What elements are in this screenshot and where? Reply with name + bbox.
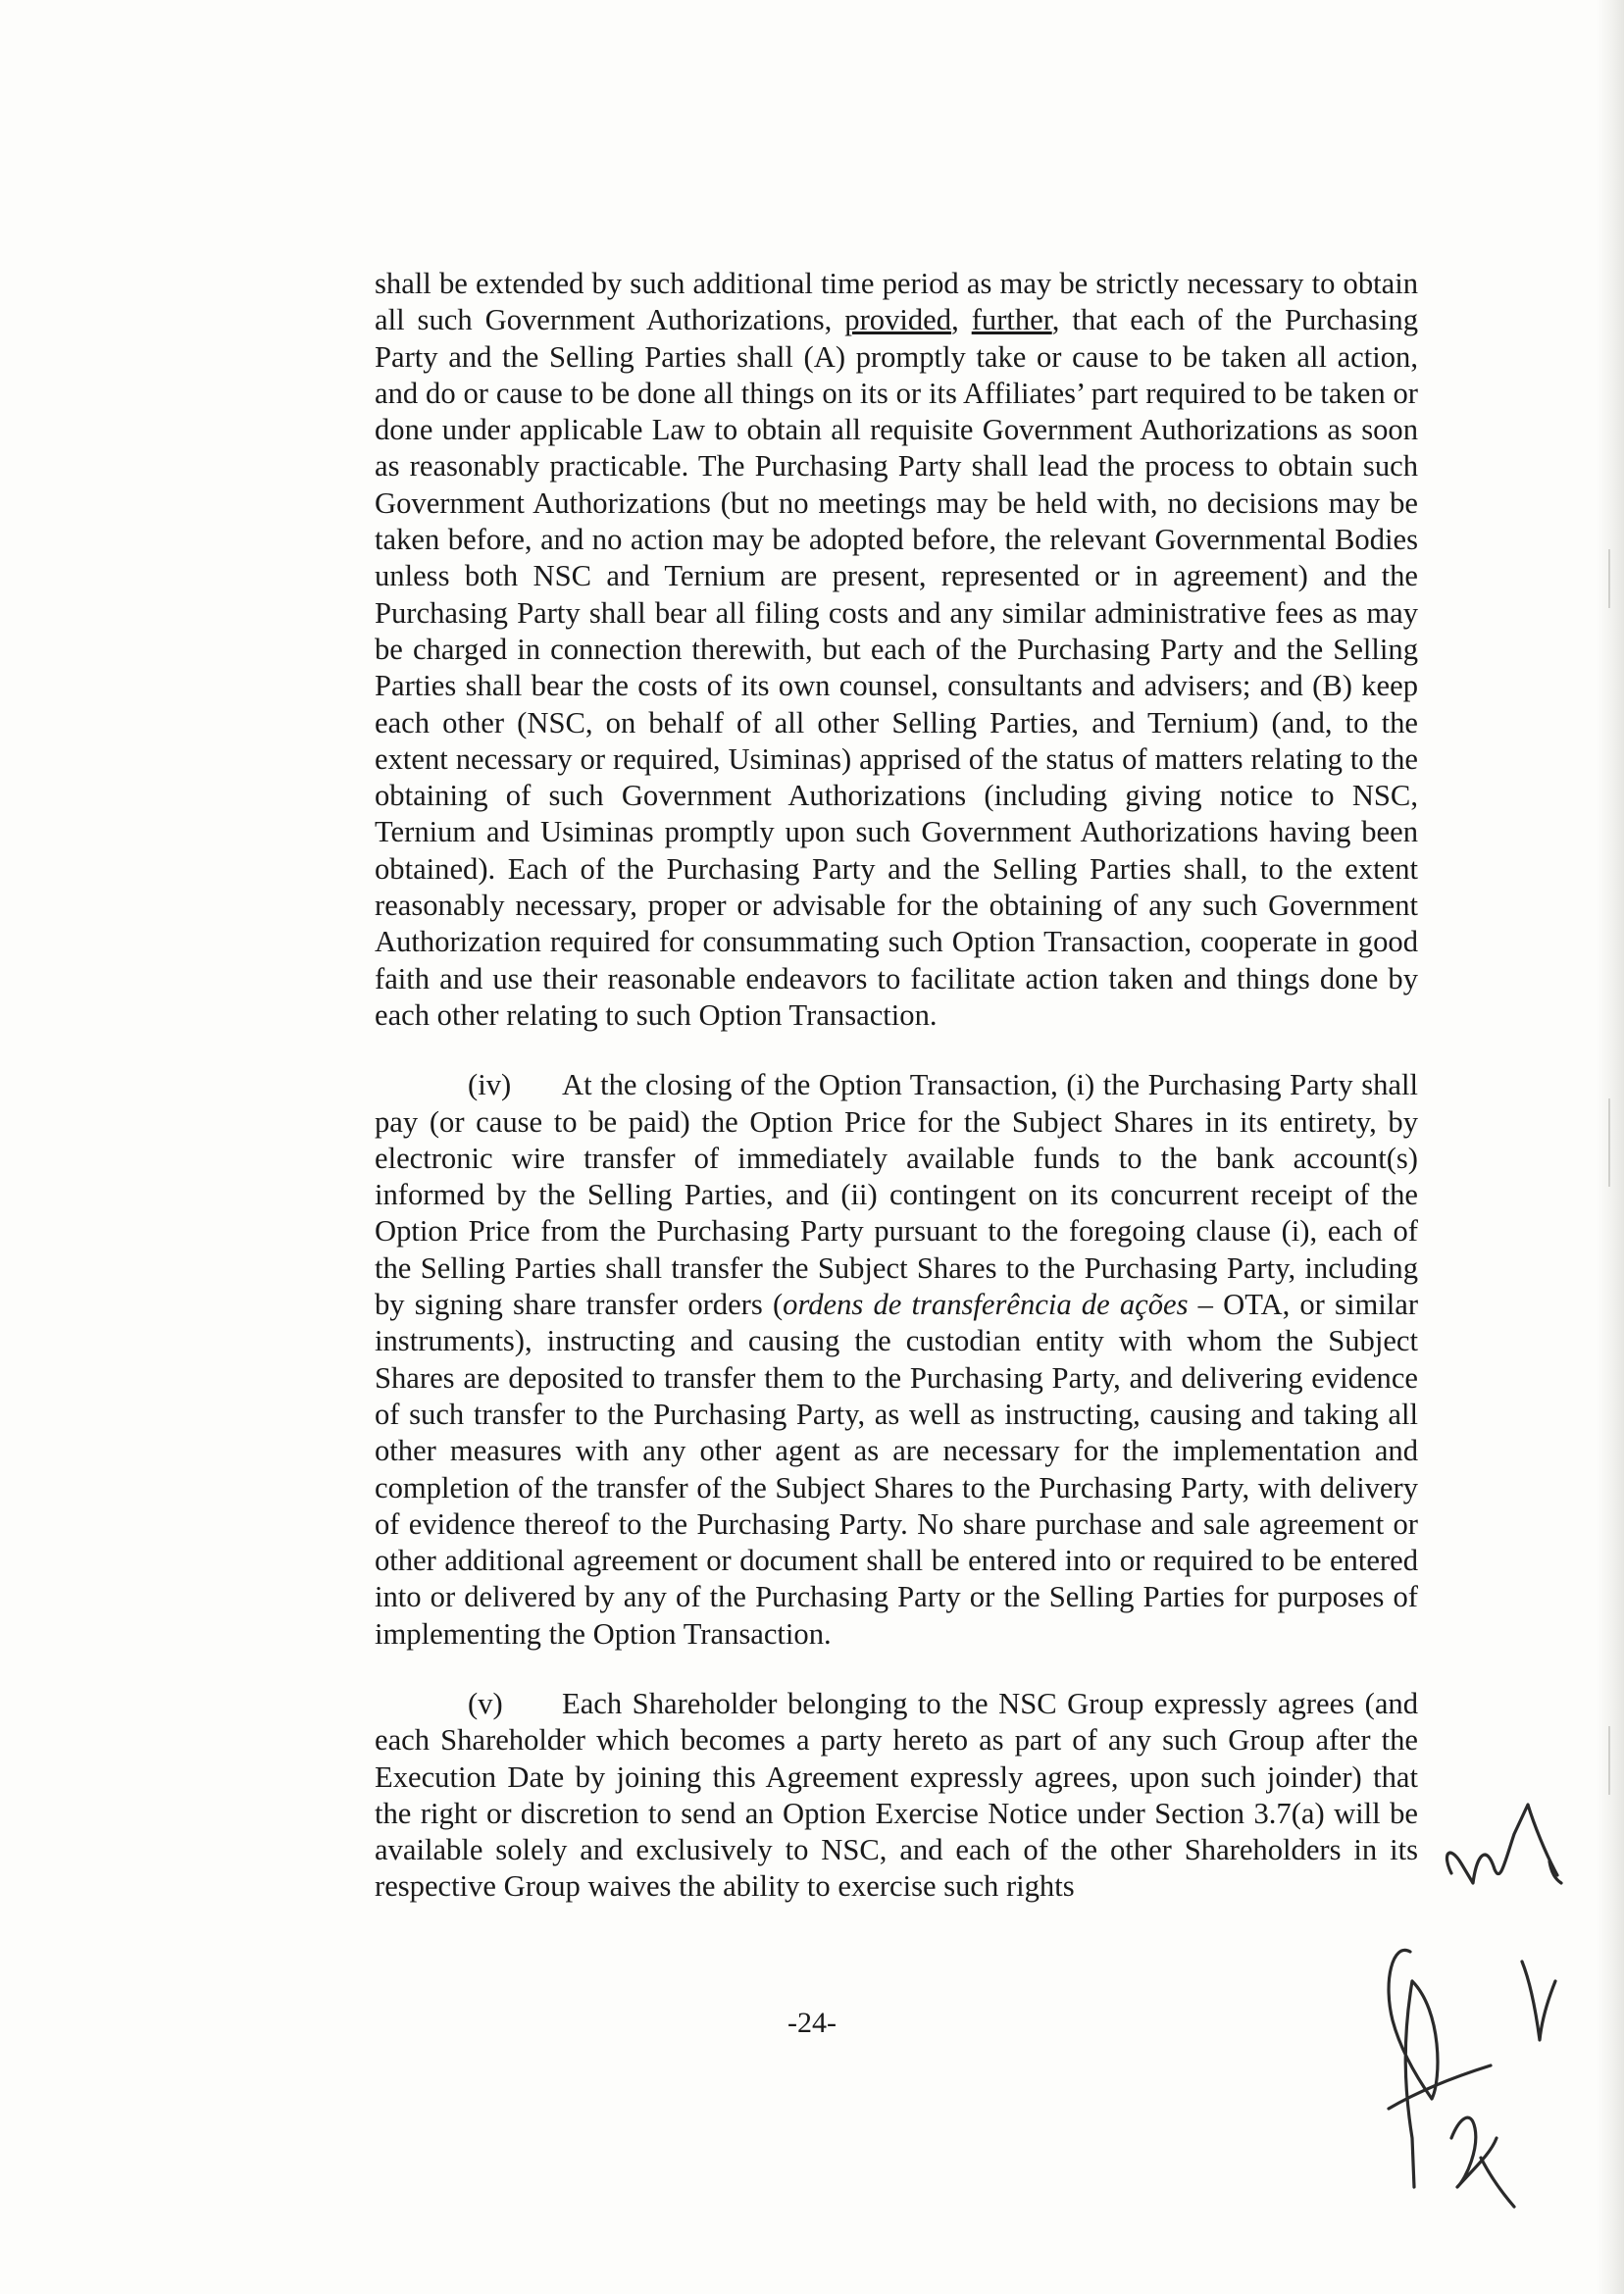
para2-text-a: At the closing of the Option Transaction, (i) the Purchasing Party shall pay (or cause to be paid) the Option Price for the Subject Shares in its entirety, by electronic wire transfer of immediately available funds to the bank account(s) informed by the Selling Parties, and (ii) contingent on its concurrent receipt of the Option Price from the Purchasing Party pursuant to the foregoing clause (i), each of the Selling Parties shall transfer the Subject Shares to the Purchasing Party, including by signing share transfer orders (: [375, 1068, 1418, 1322]
signature-stroke-3: [1451, 2117, 1497, 2187]
paragraph-continuation: [375, 266, 1418, 1034]
para2-italic-term: ordens de transferência de ações: [783, 1288, 1189, 1322]
handwritten-initials: [1294, 1785, 1589, 2217]
scan-mark: [1608, 549, 1610, 608]
clause-number-iv: (iv): [468, 1068, 512, 1102]
paragraph-iv: [375, 1067, 1418, 1653]
further-term: further: [971, 303, 1052, 337]
signature-stroke-4: [1481, 2158, 1514, 2207]
clause-number-v: (v): [468, 1686, 503, 1720]
para1-comma: ,: [951, 303, 972, 337]
page-number: -24-: [787, 2007, 837, 2039]
scan-mark: [1608, 1726, 1610, 1795]
initials-stroke-1: [1446, 1805, 1557, 1883]
para2-text-b: – OTA, or similar instruments), instructing and causing the custodian entity with whom the Subject Shares are deposited to transfer them to the Purchasing Party, and delivering evidence of such transfer to the Purchasing Party, as well as instructing, causing and taking all other measures with any other agent as are necessary for the implementation and completion of the transfer of the Subject Shares to the Purchasing Party, with delivery of evidence thereof to the Purchasing Party. No share purchase and sale agreement or other additional agreement or document shall be entered into or required to be entered into or delivered by any of the Purchasing Party or the Selling Parties for purposes of implementing the Option Transaction.: [375, 1288, 1419, 1651]
body-text: [375, 266, 1418, 1939]
signature-stroke-2: [1389, 2065, 1491, 2109]
para1-text-a: shall be extended by such additional time period as may be strictly necessary to obtain all such Government Authorizations,: [375, 267, 1418, 337]
para1-text-b: , that each of the Purchasing Party and the Selling Parties shall (A) promptly take or cause to be taken all action, and do or cause to be done all things on its or its Affiliates’ part required to be taken or done under applicable Law to obtain all requisite Government Authorizations as soon as reasonably practicable. The Purchasing Party shall lead the process to obtain such Government Authorizations (but no meetings may be held with, no decisions may be taken before, and no action may be adopted before, the relevant Governmental Bodies unless both NSC and Ternium are present, represented or in agreement) and the Purchasing Party shall bear all filing costs and any similar administrative fees as may be charged in connection therewith, but each of the Purchasing Party and the Selling Parties shall bear the costs of its own counsel, consultants and advisers; and (B) keep each other (NSC, on behalf of all other Selling Parties, and Ternium) (and, to the extent necessary or required, Usiminas) apprised of the status of matters relating to the obtaining of such Government Authorizations (including giving notice to NSC, Ternium and Usiminas promptly upon such Government Authorizations having been obtained). Each of the Purchasing Party and the Selling Parties shall, to the extent reasonably necessary, proper or advisable for the obtaining of any such Government Authorization required for consummating such Option Transaction, cooperate in good faith and use their reasonable endeavors to facilitate action taken and things done by each other relating to such Option Transaction.: [375, 303, 1418, 1032]
signature-stroke-1: [1389, 1950, 1438, 2187]
signature-stroke-5: [1522, 1962, 1555, 2040]
para3-text: Each Shareholder belonging to the NSC Group expressly agrees (and each Shareholder which becomes a party hereto as part of any such Group after the Execution Date by joining this Agreement expressly agrees, upon such joinder) that the right or discretion to send an Option Exercise Notice under Section 3.7(a) will be available solely and exclusively to NSC, and each of the other Shareholders in its respective Group waives the ability to exercise such rights: [375, 1686, 1418, 1904]
provided-term: provided: [844, 303, 952, 337]
scan-mark: [1608, 1098, 1610, 1187]
paragraph-v: [375, 1686, 1418, 1906]
scan-edge: [1597, 0, 1624, 2294]
